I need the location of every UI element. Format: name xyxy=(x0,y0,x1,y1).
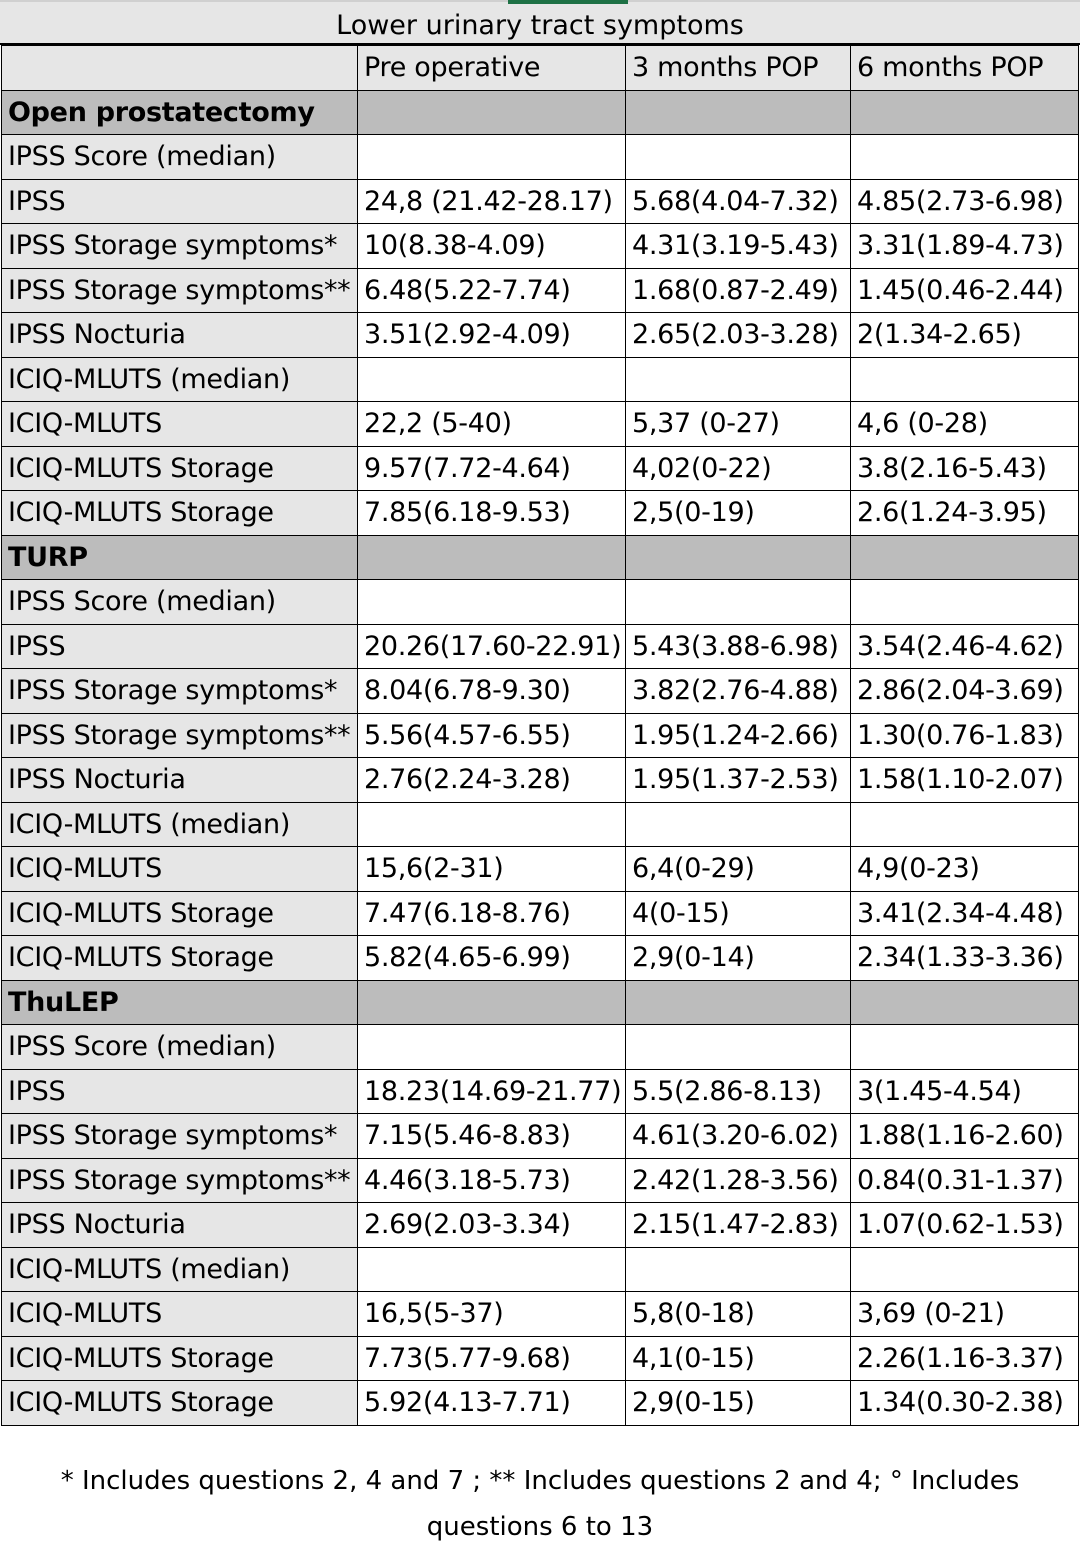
value-cell[interactable]: 1.68(0.87-2.49) xyxy=(626,268,851,313)
value-cell[interactable]: 1.30(0.76-1.83) xyxy=(851,713,1079,758)
value-cell[interactable]: 3(1.45-4.54) xyxy=(851,1069,1079,1114)
value-cell[interactable]: 1.45(0.46-2.44) xyxy=(851,268,1079,313)
value-cell[interactable] xyxy=(626,357,851,402)
section-label-cell[interactable]: TURP xyxy=(2,535,358,580)
column-header-6-months[interactable]: 6 months POP xyxy=(851,46,1079,91)
column-header-empty[interactable] xyxy=(2,46,358,91)
value-cell[interactable] xyxy=(626,580,851,625)
value-cell[interactable]: 2.65(2.03-3.28) xyxy=(626,313,851,358)
section-label-cell[interactable]: ThuLEP xyxy=(2,980,358,1025)
row-label-cell[interactable]: ICIQ-MLUTS (median) xyxy=(2,357,358,402)
value-cell[interactable] xyxy=(851,802,1079,847)
table-row xyxy=(2,1203,1079,1248)
value-cell[interactable]: 4.46(3.18-5.73) xyxy=(358,1158,626,1203)
footnote-line-2: questions 6 to 13 xyxy=(426,1512,654,1542)
value-cell[interactable]: 3.31(1.89-4.73) xyxy=(851,224,1079,269)
value-cell[interactable]: 15,6(2-31) xyxy=(358,847,626,892)
value-cell[interactable]: 5.68(4.04-7.32) xyxy=(626,179,851,224)
table-row xyxy=(2,357,1079,402)
value-cell[interactable]: 2.76(2.24-3.28) xyxy=(358,758,626,803)
value-cell[interactable]: 5.92(4.13-7.71) xyxy=(358,1381,626,1426)
row-label-cell[interactable]: IPSS Score (median) xyxy=(2,1025,358,1070)
row-label-cell[interactable]: ICIQ-MLUTS (median) xyxy=(2,802,358,847)
row-label-cell[interactable]: ICIQ-MLUTS Storage xyxy=(2,936,358,981)
value-cell[interactable]: 6.48(5.22-7.74) xyxy=(358,268,626,313)
table-row xyxy=(2,446,1079,491)
value-cell[interactable]: 2,5(0-19) xyxy=(626,491,851,536)
value-cell[interactable]: 8.04(6.78-9.30) xyxy=(358,669,626,714)
value-cell[interactable] xyxy=(626,1025,851,1070)
value-cell[interactable]: 1.95(1.24-2.66) xyxy=(626,713,851,758)
value-cell[interactable]: 2,9(0-15) xyxy=(626,1381,851,1426)
table-row xyxy=(2,491,1079,536)
table-row xyxy=(2,313,1079,358)
row-label-cell[interactable]: ICIQ-MLUTS Storage xyxy=(2,1381,358,1426)
value-cell[interactable]: 2.69(2.03-3.34) xyxy=(358,1203,626,1248)
value-cell[interactable]: 1.58(1.10-2.07) xyxy=(851,758,1079,803)
value-cell[interactable]: 9.57(7.72-4.64) xyxy=(358,446,626,491)
value-cell[interactable] xyxy=(851,90,1079,135)
row-label-cell[interactable]: IPSS Nocturia xyxy=(2,1203,358,1248)
value-cell[interactable]: 18.23(14.69-21.77) xyxy=(358,1069,626,1114)
value-cell[interactable] xyxy=(626,1247,851,1292)
table-body xyxy=(2,90,1079,1425)
value-cell[interactable]: 4,1(0-15) xyxy=(626,1336,851,1381)
value-cell[interactable] xyxy=(626,90,851,135)
value-cell[interactable]: 22,2 (5-40) xyxy=(358,402,626,447)
row-label-cell[interactable]: ICIQ-MLUTS Storage xyxy=(2,491,358,536)
row-label-cell[interactable]: IPSS xyxy=(2,624,358,669)
value-cell[interactable]: 2.6(1.24-3.95) xyxy=(851,491,1079,536)
value-cell[interactable]: 2(1.34-2.65) xyxy=(851,313,1079,358)
row-label-cell[interactable]: IPSS Storage symptoms** xyxy=(2,268,358,313)
value-cell[interactable]: 4,02(0-22) xyxy=(626,446,851,491)
section-row xyxy=(2,980,1079,1025)
symptoms-table xyxy=(1,45,1079,1426)
table-title: Lower urinary tract symptoms xyxy=(0,0,1080,45)
value-cell[interactable]: 5,8(0-18) xyxy=(626,1292,851,1337)
row-label-cell[interactable]: IPSS Storage symptoms* xyxy=(2,669,358,714)
value-cell[interactable]: 7.15(5.46-8.83) xyxy=(358,1114,626,1159)
row-label-cell[interactable]: ICIQ-MLUTS xyxy=(2,1292,358,1337)
row-label-cell[interactable]: IPSS Storage symptoms* xyxy=(2,1114,358,1159)
value-cell[interactable] xyxy=(358,535,626,580)
value-cell[interactable] xyxy=(358,980,626,1025)
value-cell[interactable] xyxy=(851,1025,1079,1070)
value-cell[interactable]: 2,9(0-14) xyxy=(626,936,851,981)
value-cell[interactable]: 1.95(1.37-2.53) xyxy=(626,758,851,803)
row-label-cell[interactable]: ICIQ-MLUTS Storage xyxy=(2,1336,358,1381)
value-cell[interactable]: 2.26(1.16-3.37) xyxy=(851,1336,1079,1381)
value-cell[interactable]: 5.5(2.86-8.13) xyxy=(626,1069,851,1114)
value-cell[interactable]: 4.31(3.19-5.43) xyxy=(626,224,851,269)
column-header-3-months[interactable]: 3 months POP xyxy=(626,46,851,91)
value-cell[interactable]: 5.82(4.65-6.99) xyxy=(358,936,626,981)
table-row xyxy=(2,847,1079,892)
value-cell[interactable]: 7.47(6.18-8.76) xyxy=(358,891,626,936)
section-row xyxy=(2,535,1079,580)
value-cell[interactable]: 3.82(2.76-4.88) xyxy=(626,669,851,714)
table-row xyxy=(2,891,1079,936)
row-label-cell[interactable]: IPSS xyxy=(2,1069,358,1114)
value-cell[interactable]: 3,69 (0-21) xyxy=(851,1292,1079,1337)
table-row xyxy=(2,179,1079,224)
table-row xyxy=(2,1292,1079,1337)
footnote-line-1: * Includes questions 2, 4 and 7 ; ** Includes questions 2 and 4; ° Includes xyxy=(60,1466,1020,1496)
value-cell[interactable] xyxy=(851,980,1079,1025)
value-cell[interactable] xyxy=(358,90,626,135)
table-row xyxy=(2,402,1079,447)
value-cell[interactable] xyxy=(358,580,626,625)
value-cell[interactable]: 7.85(6.18-9.53) xyxy=(358,491,626,536)
table-row xyxy=(2,669,1079,714)
table-row xyxy=(2,580,1079,625)
value-cell[interactable]: 4.61(3.20-6.02) xyxy=(626,1114,851,1159)
table-row xyxy=(2,1158,1079,1203)
row-label-cell[interactable]: IPSS xyxy=(2,179,358,224)
value-cell[interactable]: 4.85(2.73-6.98) xyxy=(851,179,1079,224)
table-row xyxy=(2,1247,1079,1292)
value-cell[interactable]: 1.07(0.62-1.53) xyxy=(851,1203,1079,1248)
value-cell[interactable]: 24,8 (21.42-28.17) xyxy=(358,179,626,224)
row-label-cell[interactable]: IPSS Nocturia xyxy=(2,313,358,358)
table-row xyxy=(2,802,1079,847)
value-cell[interactable]: 2.42(1.28-3.56) xyxy=(626,1158,851,1203)
value-cell[interactable]: 2.86(2.04-3.69) xyxy=(851,669,1079,714)
row-label-cell[interactable]: IPSS Nocturia xyxy=(2,758,358,803)
value-cell[interactable] xyxy=(626,802,851,847)
table-row xyxy=(2,135,1079,180)
value-cell[interactable]: 5.43(3.88-6.98) xyxy=(626,624,851,669)
row-label-cell[interactable]: ICIQ-MLUTS (median) xyxy=(2,1247,358,1292)
row-label-cell[interactable]: ICIQ-MLUTS xyxy=(2,847,358,892)
row-label-cell[interactable]: ICIQ-MLUTS Storage xyxy=(2,891,358,936)
table-row xyxy=(2,758,1079,803)
value-cell[interactable]: 10(8.38-4.09) xyxy=(358,224,626,269)
value-cell[interactable]: 6,4(0-29) xyxy=(626,847,851,892)
table-row xyxy=(2,624,1079,669)
value-cell[interactable]: 3.54(2.46-4.62) xyxy=(851,624,1079,669)
row-label-cell[interactable]: ICIQ-MLUTS xyxy=(2,402,358,447)
table-row xyxy=(2,936,1079,981)
footnote xyxy=(0,1458,1080,1550)
table-row xyxy=(2,268,1079,313)
value-cell[interactable] xyxy=(851,580,1079,625)
row-label-cell[interactable]: IPSS Storage symptoms* xyxy=(2,224,358,269)
table-row xyxy=(2,1025,1079,1070)
value-cell[interactable]: 0.84(0.31-1.37) xyxy=(851,1158,1079,1203)
column-header-preoperative[interactable]: Pre operative xyxy=(358,46,626,91)
table-row xyxy=(2,1069,1079,1114)
row-label-cell[interactable]: ICIQ-MLUTS Storage xyxy=(2,446,358,491)
row-label-cell[interactable]: IPSS Storage symptoms** xyxy=(2,1158,358,1203)
value-cell[interactable]: 3.51(2.92-4.09) xyxy=(358,313,626,358)
column-header-row xyxy=(2,46,1079,91)
section-row xyxy=(2,90,1079,135)
table-row xyxy=(2,1381,1079,1426)
value-cell[interactable]: 2.15(1.47-2.83) xyxy=(626,1203,851,1248)
value-cell[interactable] xyxy=(851,357,1079,402)
value-cell[interactable]: 4,6 (0-28) xyxy=(851,402,1079,447)
value-cell[interactable]: 3.8(2.16-5.43) xyxy=(851,446,1079,491)
row-label-cell[interactable]: IPSS Score (median) xyxy=(2,135,358,180)
value-cell[interactable] xyxy=(358,1025,626,1070)
value-cell[interactable] xyxy=(358,802,626,847)
value-cell[interactable]: 4(0-15) xyxy=(626,891,851,936)
table-row xyxy=(2,224,1079,269)
value-cell[interactable]: 5.56(4.57-6.55) xyxy=(358,713,626,758)
value-cell[interactable]: 3.41(2.34-4.48) xyxy=(851,891,1079,936)
value-cell[interactable] xyxy=(851,135,1079,180)
value-cell[interactable]: 1.88(1.16-2.60) xyxy=(851,1114,1079,1159)
value-cell[interactable]: 1.34(0.30-2.38) xyxy=(851,1381,1079,1426)
value-cell[interactable]: 4,9(0-23) xyxy=(851,847,1079,892)
value-cell[interactable]: 16,5(5-37) xyxy=(358,1292,626,1337)
section-label-cell[interactable]: Open prostatectomy xyxy=(2,90,358,135)
value-cell[interactable] xyxy=(626,135,851,180)
table-row xyxy=(2,713,1079,758)
value-cell[interactable]: 7.73(5.77-9.68) xyxy=(358,1336,626,1381)
value-cell[interactable] xyxy=(358,135,626,180)
row-label-cell[interactable]: IPSS Score (median) xyxy=(2,580,358,625)
selected-cell-indicator xyxy=(508,0,628,4)
value-cell[interactable]: 5,37 (0-27) xyxy=(626,402,851,447)
table-row xyxy=(2,1336,1079,1381)
row-label-cell[interactable]: IPSS Storage symptoms** xyxy=(2,713,358,758)
value-cell[interactable] xyxy=(851,1247,1079,1292)
value-cell[interactable] xyxy=(851,535,1079,580)
value-cell[interactable] xyxy=(358,357,626,402)
value-cell[interactable] xyxy=(626,535,851,580)
value-cell[interactable] xyxy=(358,1247,626,1292)
table-row xyxy=(2,1114,1079,1159)
value-cell[interactable]: 2.34(1.33-3.36) xyxy=(851,936,1079,981)
value-cell[interactable]: 20.26(17.60-22.91) xyxy=(358,624,626,669)
value-cell[interactable] xyxy=(626,980,851,1025)
